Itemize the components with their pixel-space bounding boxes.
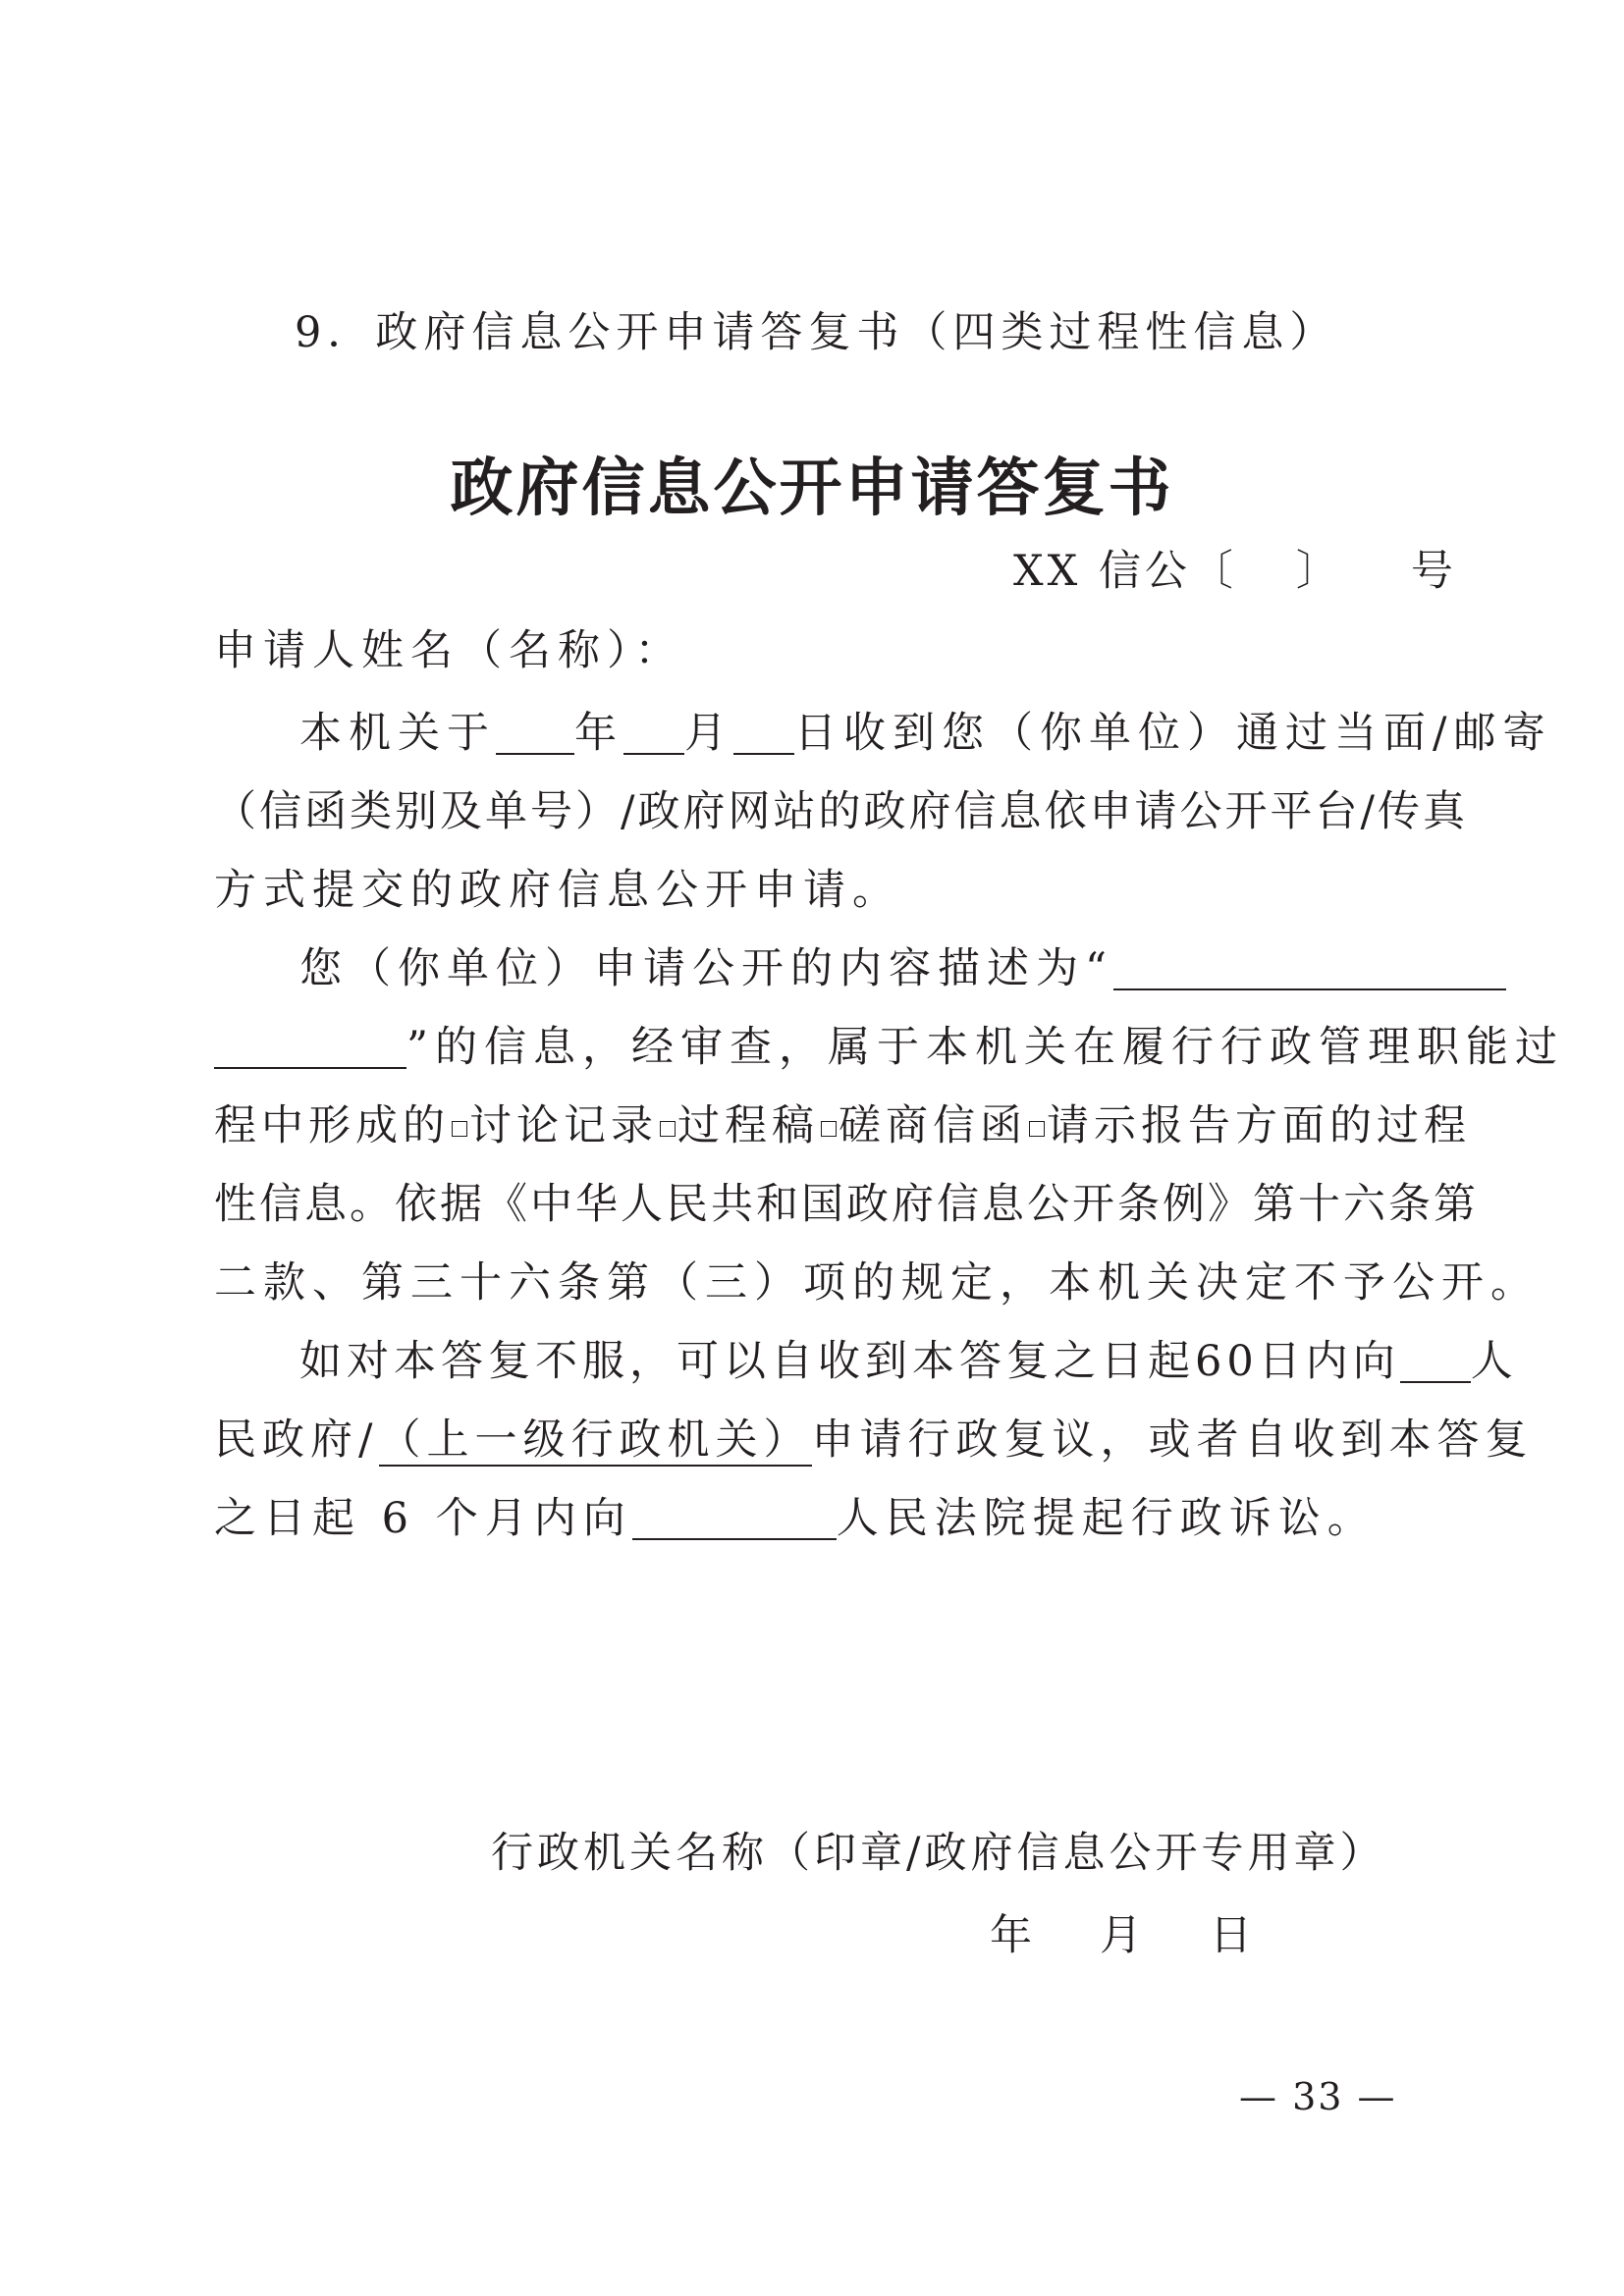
blank-content-field xyxy=(1113,949,1506,990)
para3-line1 xyxy=(299,1337,1518,1386)
higher-authority-field: （上一级行政机关） xyxy=(378,1415,812,1465)
blank-month-field xyxy=(623,714,684,755)
blank-court-field xyxy=(632,1499,837,1540)
para2-line2 xyxy=(214,1023,1564,1072)
addressee: 申请人姓名（名称）： xyxy=(214,626,684,675)
date-year-label: 年 xyxy=(990,1911,1039,1960)
option-consultation-letter: 磋商信函 xyxy=(839,1101,1027,1150)
para1-month-label: 月 xyxy=(684,709,733,758)
para2-line3 xyxy=(214,1101,1471,1150)
para1-line3: 方式提交的政府信息公开申请。 xyxy=(214,866,901,915)
para2-line5: 二款、第三十六条第（三）项的规定，本机关决定不予公开。 xyxy=(214,1258,1540,1308)
document-title: 政府信息公开申请答复书 xyxy=(450,453,1174,525)
para3-line2 xyxy=(214,1415,1534,1465)
blank-day-field xyxy=(733,714,794,755)
blank-content-field-cont xyxy=(214,1028,406,1069)
blank-government-field xyxy=(1400,1342,1471,1383)
section-heading: 9．政府信息公开申请答复书（四类过程性信息） xyxy=(295,308,1338,357)
para2-line4: 性信息。依据《中华人民共和国政府信息公开条例》第十六条第 xyxy=(214,1180,1479,1229)
para2-text: ”的信息，经审查，属于本机关在履行行政管理职能过 xyxy=(406,1023,1564,1072)
para3-line3 xyxy=(214,1494,1377,1543)
checkbox-request-report xyxy=(1029,1121,1045,1137)
date-day-label: 日 xyxy=(1210,1911,1259,1960)
page-number: — 33 — xyxy=(1239,2075,1397,2118)
para1-line1 xyxy=(299,709,1552,758)
para2-text: 请示报告方面的过程 xyxy=(1047,1101,1471,1150)
para2-line1 xyxy=(299,944,1506,993)
para2-text: 程中形成的 xyxy=(214,1101,450,1150)
date-month-label: 月 xyxy=(1100,1911,1149,1960)
para3-text: 申请行政复议，或者自收到本答复 xyxy=(811,1415,1534,1465)
doc-number-bracket-close: 〕 xyxy=(1295,547,1342,596)
para2-text: 您（你单位）申请公开的内容描述为“ xyxy=(299,944,1113,993)
para3-text: 人 xyxy=(1470,1337,1518,1386)
para1-year-label: 年 xyxy=(574,709,623,758)
checkbox-draft xyxy=(660,1121,676,1137)
para1-text: 日收到您（你单位）通过当面/邮寄 xyxy=(794,709,1552,758)
signature-date xyxy=(990,1911,1259,1960)
checkbox-consultation-letter xyxy=(821,1121,837,1137)
para3-text: 如对本答复不服，可以自收到本答复之日起60日内向 xyxy=(299,1337,1400,1386)
checkbox-discussion-record xyxy=(452,1121,467,1137)
doc-number-suffix: 号 xyxy=(1410,547,1457,596)
para3-text: 民政府/ xyxy=(214,1415,379,1465)
para1-line2: （信函类别及单号）/政府网站的政府信息依申请公开平台/传真 xyxy=(214,787,1468,836)
document-number xyxy=(1013,547,1457,596)
option-draft: 过程稿 xyxy=(677,1101,819,1150)
para3-text: 人民法院提起行政诉讼。 xyxy=(836,1494,1377,1543)
option-discussion-record: 讨论记录 xyxy=(469,1101,658,1150)
signature-agency: 行政机关名称（印章/政府信息公开专用章） xyxy=(491,1829,1386,1878)
para1-text: 本机关于 xyxy=(299,709,496,758)
doc-number-prefix: XX 信公〔 xyxy=(1013,547,1237,596)
para3-text: 之日起 6 个月内向 xyxy=(214,1494,632,1543)
blank-year-field xyxy=(496,714,574,755)
